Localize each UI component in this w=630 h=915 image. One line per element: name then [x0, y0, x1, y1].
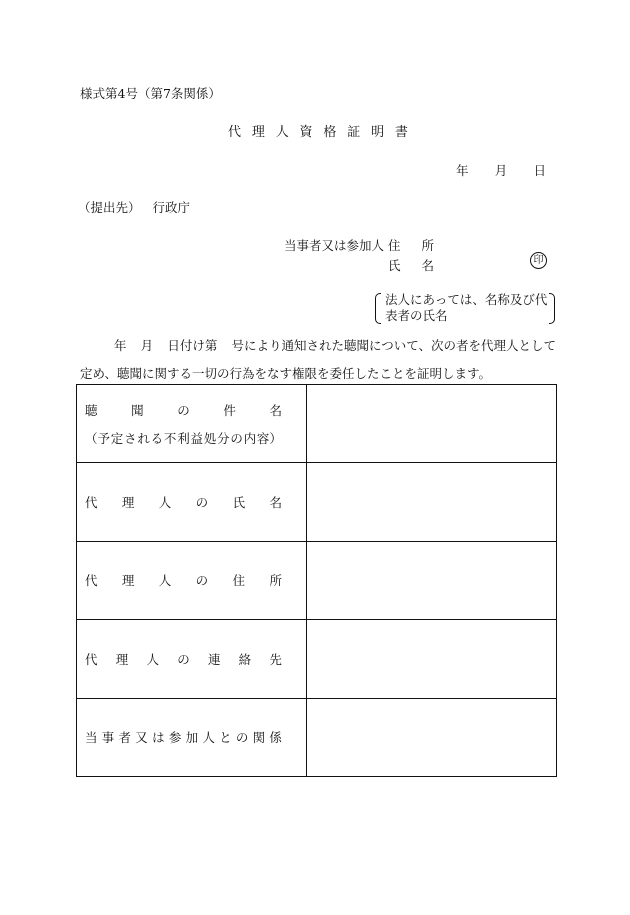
document-title: 代 理 人 資 格 証 明 書 — [228, 125, 408, 140]
body-text-line-2: 定め、聴聞に関する一切の行為をなす権限を委任したことを証明します。 — [80, 366, 492, 381]
relationship-field[interactable] — [307, 698, 557, 776]
submit-to-label: （提出先） — [78, 200, 141, 215]
table-row — [77, 463, 557, 541]
table-row — [77, 541, 557, 619]
party-role-label: 当事者又は参加人 — [284, 238, 385, 253]
hearing-case-sublabel: （予 定 さ れ る 不 利 益 処 分 の 内 容） — [85, 430, 282, 446]
address-label: 住 所 — [388, 238, 434, 253]
corporate-note — [375, 292, 555, 324]
submit-to-value: 行政庁 — [152, 200, 191, 215]
table-row — [77, 620, 557, 698]
submit-to — [78, 198, 190, 216]
relationship-label: 当 事 者 又 は 参 加 人 と の 関 係 — [77, 698, 307, 776]
bracket-left — [375, 293, 381, 324]
corporate-note-text: 法人にあっては、名称及び代表者の氏名 — [385, 292, 548, 323]
name-label: 氏 名 — [388, 258, 434, 273]
table-row — [77, 385, 557, 463]
hearing-case-field[interactable] — [307, 385, 557, 463]
agent-address-label: 代 理 人 の 住 所 — [77, 541, 307, 619]
agent-name-field[interactable] — [307, 463, 557, 541]
agent-address-field[interactable] — [307, 541, 557, 619]
table-row — [77, 698, 557, 776]
date-line[interactable] — [456, 161, 546, 179]
seal-mark: 印 — [530, 252, 547, 269]
body-text-line-1: 年 月 日付け第 号により通知された聴聞について、次の者を代理人として — [114, 338, 556, 353]
agent-contact-field[interactable] — [307, 620, 557, 698]
bracket-right — [549, 293, 555, 324]
agent-name-label: 代 理 人 の 氏 名 — [77, 463, 307, 541]
form-number: 様式第4号（第7条関係） — [80, 86, 221, 101]
year-label: 年 — [456, 163, 469, 178]
hearing-case-label: 聴 聞 の 件 名 （予 定 さ れ る 不 利 益 処 分 の 内 容） — [77, 385, 307, 463]
agent-info-table — [76, 384, 557, 777]
month-label: 月 — [494, 163, 508, 178]
agent-contact-label: 代 理 人 の 連 絡 先 — [77, 620, 307, 698]
day-label: 日 — [533, 163, 546, 178]
